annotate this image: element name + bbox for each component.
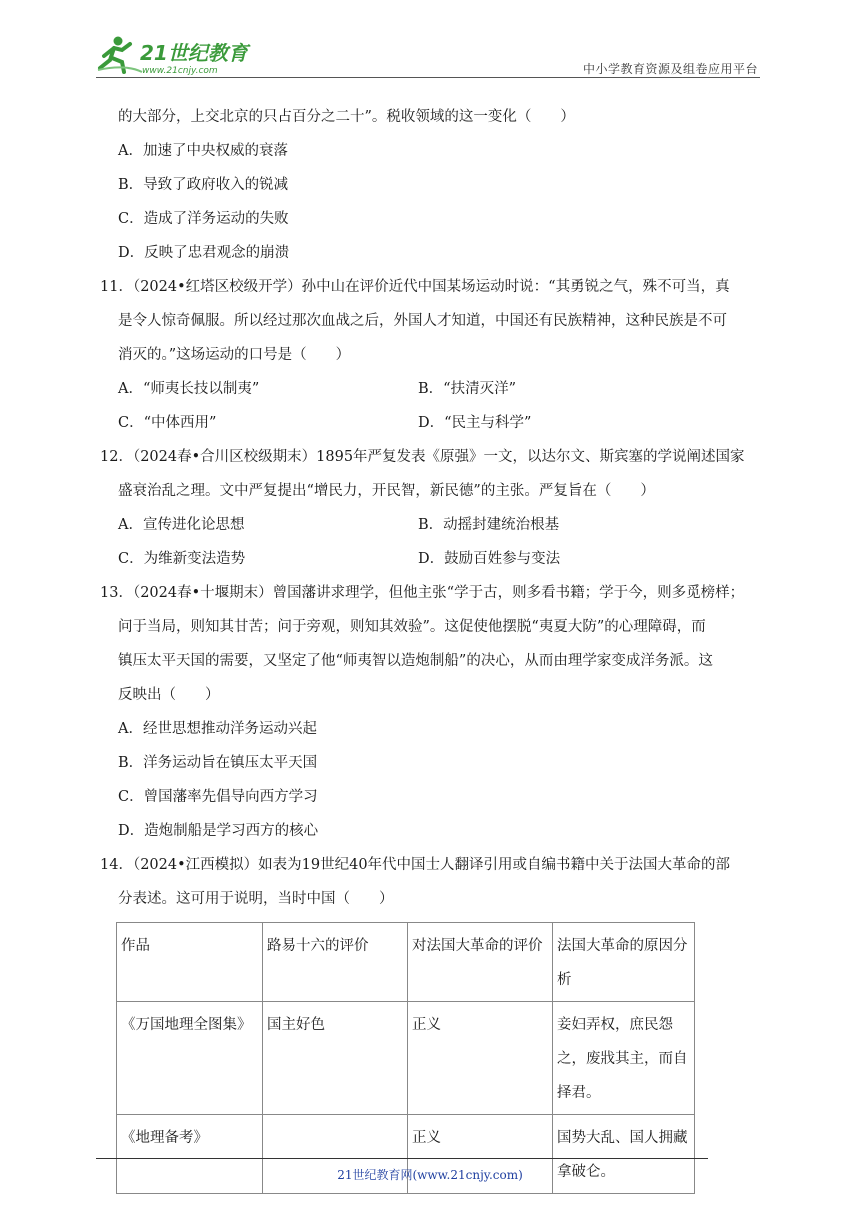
table-cell: 国势大乱、国人拥藏拿破仑。 xyxy=(553,1115,695,1194)
table-header-cell: 作品 xyxy=(117,923,263,1002)
question-12-line-2: 盛衰治乱之理。文中严复提出“增民力，开民智，新民德”的主张。严复旨在（ ） xyxy=(118,483,655,499)
q13-option-b[interactable]: B．洋务运动旨在镇压太平天国 xyxy=(118,755,318,771)
question-11-line-1: 11．（2024•红塔区校级开学）孙中山在评价近代中国某场运动时说：“其勇锐之气，殊不可当，真 xyxy=(100,279,730,295)
table-header-row xyxy=(117,923,695,1002)
q13-option-c[interactable]: C．曾国藩率先倡导向西方学习 xyxy=(118,789,318,805)
question-content xyxy=(100,100,764,1194)
page-header xyxy=(96,30,760,82)
q12-options-row-2 xyxy=(118,542,764,576)
table-cell: 《万国地理全图集》 xyxy=(117,1002,263,1115)
logo-url: www.21cnjy.com xyxy=(142,66,218,76)
q11-option-c[interactable]: C．“中体西用” xyxy=(118,415,217,431)
runner-logo-icon xyxy=(96,34,266,76)
q12-options-row-1 xyxy=(118,508,764,542)
question-13-line-4: 反映出（ ） xyxy=(118,687,220,703)
table-header-cell: 对法国大革命的评价 xyxy=(408,923,553,1002)
q12-option-b[interactable]: B．动摇封建统治根基 xyxy=(418,517,560,533)
q12-option-c[interactable]: C．为维新变法造势 xyxy=(118,551,246,567)
question-13-line-1: 13．（2024春•十堰期末）曾国藩讲求理学，但他主张“学于古，则多看书籍；学于今，则多觅榜样； xyxy=(100,585,745,601)
q12-option-d[interactable]: D．鼓励百姓参与变法 xyxy=(418,551,561,567)
footer-link[interactable]: 21世纪教育网(www.21cnjy.com) xyxy=(337,1168,523,1182)
q10-option-b[interactable]: B．导致了政府收入的锐减 xyxy=(118,177,289,193)
question-14-line-2: 分表述。这可用于说明，当时中国（ ） xyxy=(118,891,394,907)
q13-option-a[interactable]: A．经世思想推动洋务运动兴起 xyxy=(118,721,317,737)
question-12-line-1: 12．（2024春•合川区校级期末）1895年严复发表《原强》一文，以达尔文、斯宾塞的学说阐述国家 xyxy=(100,449,745,465)
question-13-line-2: 问于当局，则知其甘苦；问于旁观，则知其效验”。这促使他摆脱“夷夏大防”的心理障碍，而 xyxy=(118,619,706,635)
table-header-cell: 法国大革命的原因分析 xyxy=(553,923,695,1002)
platform-title: 中小学教育资源及组卷应用平台 xyxy=(582,62,758,76)
logo-text: 21世纪教育 xyxy=(140,41,248,65)
table-cell: 正义 xyxy=(408,1115,553,1194)
table-row xyxy=(117,1002,695,1115)
q11-option-b[interactable]: B．“扶清灭洋” xyxy=(418,381,516,397)
footer-divider xyxy=(96,1158,708,1159)
table-cell: 妾妇弄权，庶民怨之，废戕其主，而自择君。 xyxy=(553,1002,695,1115)
q10-option-a[interactable]: A．加速了中央权威的衰落 xyxy=(118,143,288,159)
q11-options-row-1 xyxy=(118,372,764,406)
question-11-line-3: 消灭的。”这场运动的口号是（ ） xyxy=(118,347,351,363)
question-10-stem-tail: 的大部分，上交北京的只占百分之二十”。税收领域的这一变化（ ） xyxy=(118,109,575,125)
q10-option-d[interactable]: D．反映了忠君观念的崩溃 xyxy=(118,245,290,261)
table-cell: 国主好色 xyxy=(263,1002,408,1115)
table-cell: 正义 xyxy=(408,1002,553,1115)
revolution-table xyxy=(116,922,695,1194)
table-header-cell: 路易十六的评价 xyxy=(263,923,408,1002)
question-13-line-3: 镇压太平天国的需要，又坚定了他“师夷智以造炮制船”的决心，从而由理学家变成洋务派。这 xyxy=(118,653,713,669)
q10-option-c[interactable]: C．造成了洋务运动的失败 xyxy=(118,211,289,227)
q12-option-a[interactable]: A．宣传进化论思想 xyxy=(118,517,245,533)
q11-options-row-2 xyxy=(118,406,764,440)
site-logo[interactable] xyxy=(96,34,266,76)
header-divider xyxy=(96,77,760,78)
q11-option-a[interactable]: A．“师夷长技以制夷” xyxy=(118,381,260,397)
q13-option-d[interactable]: D．造炮制船是学习西方的核心 xyxy=(118,823,319,839)
table-cell: 《地理备考》 xyxy=(117,1115,263,1194)
question-11-line-2: 是令人惊奇佩服。所以经过那次血战之后，外国人才知道，中国还有民族精神，这种民族是不可 xyxy=(118,313,727,329)
question-14-line-1: 14．（2024•江西模拟）如表为19世纪40年代中国士人翻译引用或自编书籍中关于法国大革命的部 xyxy=(100,857,731,873)
q11-option-d[interactable]: D．“民主与科学” xyxy=(418,415,532,431)
